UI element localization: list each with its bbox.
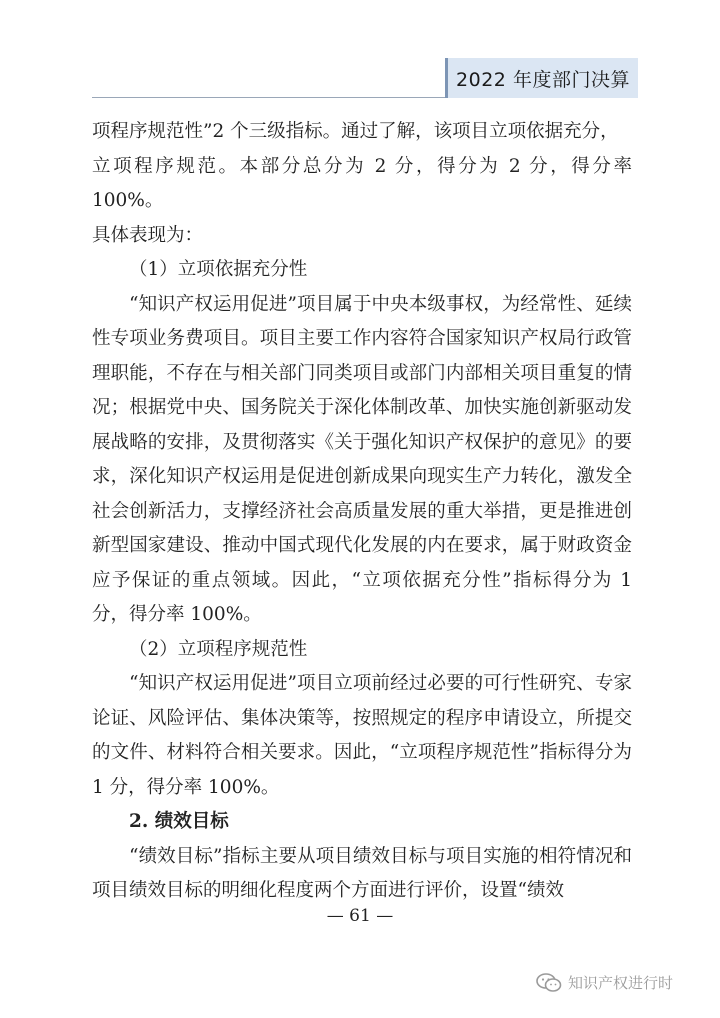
wechat-icon: [536, 973, 562, 993]
body-line: 立项程序规范。本部分总分为 2 分，得分为 2 分，得分率 100%。: [92, 155, 632, 211]
paragraph-1: “知识产权运用促进”项目属于中央本级事权，为经常性、延续性专项业务费项目。项目主要工作内容符合国家知识产权局行政管理职能，不存在与相关部门同类项目或部门内部相关项目重复的情况；根据党中央、国务院关于深化体制改革、加快实施创新驱动发展战略的安排，及贯彻落实《关于强化知识产权保护的意见》的要求，深化知识产权运用是促进创新成果向现实生产力转化，激发全社会创新活力，支撑经济社会高质量发展的重大举措，更是推进创新型国家建设、推动中国式现代化发展的内在要求，属于财政资金应予保证的重点领域。因此，“立项依据充分性”指标得分为 1 分，得分率 100%。: [92, 293, 632, 625]
section-heading-2: （2）立项程序规范性: [129, 638, 308, 660]
page-number: — 61 —: [326, 906, 394, 926]
body-line: 具体表现为：: [92, 224, 204, 246]
document-body: [92, 115, 632, 909]
body-line: 项程序规范性”2 个三级指标。通过了解，该项目立项依据充分，: [92, 121, 619, 142]
paragraph-3: “绩效目标”指标主要从项目绩效目标与项目实施的相符情况和项目绩效目标的明细化程度两个方面进行评价，设置“绩效: [92, 845, 632, 901]
section-heading-3: 2. 绩效目标: [129, 811, 229, 832]
header-box: [445, 58, 638, 98]
watermark: [536, 972, 673, 993]
paragraph-2: “知识产权运用促进”项目立项前经过必要的可行性研究、专家论证、风险评估、集体决策等，按照规定的程序申请设立，所提交的文件、材料符合相关要求。因此，“立项程序规范性”指标得分为 1 分，得分率 100%。: [92, 673, 632, 798]
watermark-text: 知识产权进行时: [568, 974, 674, 992]
section-heading-1: （1）立项依据充分性: [129, 259, 308, 280]
page-header-title: 2022 年度部门决算: [456, 68, 630, 91]
